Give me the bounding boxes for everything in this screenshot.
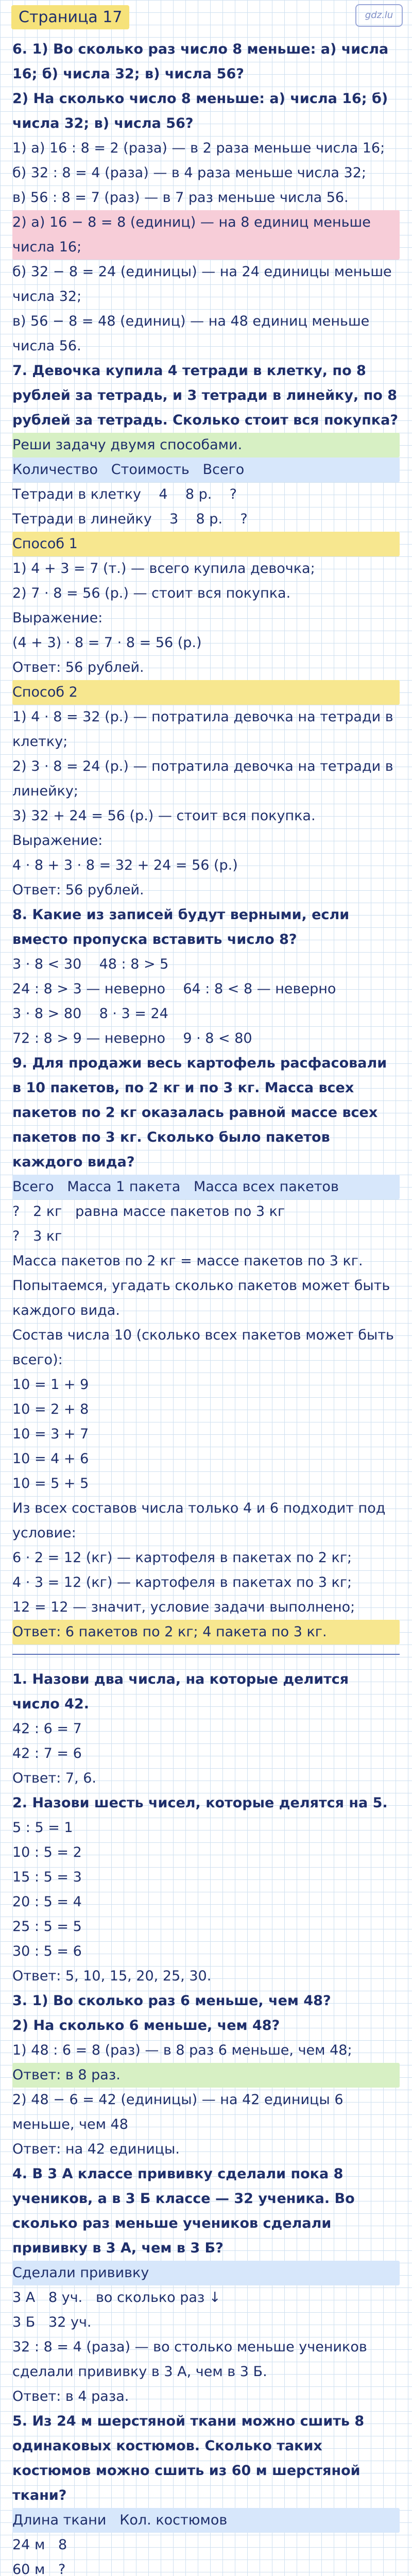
task-title: 8. Какие из записей будут верными, если вместо пропуска вставить число 8? [12,907,354,947]
text-line: Способ 1 [12,532,400,556]
task-title: 3. 1) Во сколько раз 6 меньше, чем 48? [12,1993,331,2009]
text-line: ? 2 кг равна массе пакетов по 3 кг [12,1204,285,1219]
text-line: 10 : 5 = 2 [12,1844,82,1860]
text-line: 10 = 4 + 6 [12,1451,89,1467]
text-line: 12 = 12 — значит, условие задачи выполнено; [12,1599,355,1615]
text-line: Ответ: 6 пакетов по 2 кг; 4 пакета по 3 кг. [12,1620,400,1645]
text-line: Выражение: [12,833,103,849]
text-line: Количество Стоимость Всего [12,457,400,482]
text-line: 1) 4 · 8 = 32 (р.) — потратила девочка на тетради в клетку; [12,709,398,750]
text-line: Ответ: 5, 10, 15, 20, 25, 30. [12,1968,212,1984]
text-line: 15 : 5 = 3 [12,1869,82,1885]
task-title: 9. Для продажи весь картофель расфасовали в 10 пакетов, по 2 кг и по 3 кг. Масса всех пакетов по 2 кг оказалась равной массе всех пакетов по 3 кг. Сколько было пакетов каждого вида? [12,1055,392,1170]
page-title: Страница 17 [11,5,129,29]
text-line: Состав числа 10 (сколько всех пакетов может быть всего): [12,1327,399,1368]
text-line: Ответ: на 42 единицы. [12,2141,180,2157]
text-line: Из всех составов числа только 4 и 6 подходит под условие: [12,1500,390,1541]
text-line: 3 Б 32 уч. [12,2314,92,2330]
text-line: 2) 48 − 6 = 42 (единицы) — на 42 единицы 6 меньше, чем 48 [12,2092,348,2132]
text-line: в) 56 : 8 = 7 (раз) — в 7 раз меньше числа 56. [12,190,349,206]
task-title: 1. Назови два числа, на которые делится число 42. [12,1671,354,1712]
text-line: Выражение: [12,610,103,626]
task-title: 2. Назови шесть чисел, которые делятся на 5. [12,1795,388,1811]
text-line: 1) 4 + 3 = 7 (т.) — всего купила девочка; [12,561,315,577]
text-line: 1) а) 16 : 8 = 2 (раза) — в 2 раза меньше числа 16; [12,140,385,156]
text-line: Сделали прививку [12,2261,400,2285]
text-line: 6 · 2 = 12 (кг) — картофеля в пакетах по 2 кг; [12,1550,352,1566]
text-line: (4 + 3) · 8 = 7 · 8 = 56 (р.) [12,635,202,651]
text-line: Всего Масса 1 пакета Масса всех пакетов [12,1175,400,1199]
text-line: 60 м ? [12,2562,66,2576]
text-line: 5 : 5 = 1 [12,1820,73,1836]
text-line: 3 · 8 < 30 48 : 8 > 5 [12,956,169,972]
text-line: Способ 2 [12,680,400,705]
text-line: 24 м 8 [12,2537,67,2553]
text-line: Длина ткани Кол. костюмов [12,2508,400,2533]
text-line: Масса пакетов по 2 кг = массе пакетов по 3 кг. [12,1253,363,1269]
text-line: 10 = 1 + 9 [12,1377,89,1393]
text-line: 42 : 7 = 6 [12,1745,82,1761]
text-line: 42 : 6 = 7 [12,1721,82,1737]
text-line: 3 А 8 уч. во сколько раз ↓ [12,2290,221,2306]
task-title: 2) На сколько 6 меньше, чем 48? [12,2018,280,2033]
text-line: 4 · 3 = 12 (кг) — картофеля в пакетах по 3 кг; [12,1574,352,1590]
text-line: в) 56 − 8 = 48 (единиц) — на 48 единиц меньше числа 56. [12,313,374,354]
task-title: 7. Девочка купила 4 тетради в клетку, по 8 рублей за тетрадь, и 3 тетради в линейку, по 8 рублей за тетрадь. Сколько стоит вся покупка? [12,363,402,428]
text-line: Тетради в клетку 4 8 р. ? [12,486,237,502]
text-line: 24 : 8 > 3 — неверно 64 : 8 < 8 — неверно [12,981,336,997]
text-line: 3 · 8 > 80 8 · 3 = 24 [12,1006,168,1022]
task-title: 5. Из 24 м шерстяной ткани можно сшить 8 одинаковых костюмов. Сколько таких костюмов можно сшить из 60 м шерстяной ткани? [12,2413,369,2503]
text-line: 10 = 2 + 8 [12,1401,89,1417]
text-line: 2) 7 · 8 = 56 (р.) — стоит вся покупка. [12,585,291,601]
text-line: 72 : 8 > 9 — неверно 9 · 8 < 80 [12,1030,252,1046]
text-line: 25 : 5 = 5 [12,1919,82,1935]
text-line: 2) 3 · 8 = 24 (р.) — потратила девочка на тетради в линейку; [12,758,398,799]
text-line: Ответ: в 4 раза. [12,2388,129,2404]
task-title: 4. В 3 А классе прививку сделали пока 8 учеников, а в 3 Б классе — 32 ученика. Во сколько раз меньше учеников сделали прививку в 3 А, чем в 3 Б? [12,2166,360,2256]
content [12,37,400,2576]
text-line: 32 : 8 = 4 (раза) — во столько меньше учеников сделали прививку в 3 А, чем в 3 Б. [12,2339,372,2380]
text-line: 10 = 3 + 7 [12,1426,89,1442]
text-line: Попытаемся, угадать сколько пакетов может быть каждого вида. [12,1278,394,1318]
text-line: 20 : 5 = 4 [12,1894,82,1910]
text-line: ? 3 кг [12,1228,62,1244]
text-line: 4 · 8 + 3 · 8 = 32 + 24 = 56 (р.) [12,857,238,873]
text-line: Реши задачу двумя способами. [12,433,400,457]
text-line: Ответ: 7, 6. [12,1770,97,1786]
text-line: Ответ: 56 рублей. [12,659,144,675]
text-line: 3) 32 + 24 = 56 (р.) — стоит вся покупка. [12,808,316,824]
task-title: 6. 1) Во сколько раз число 8 меньше: а) числа 16; б) числа 32; в) числа 56? [12,41,393,82]
text-line: б) 32 − 8 = 24 (единицы) — на 24 единицы меньше числа 32; [12,264,397,304]
section-divider [12,1654,400,1655]
text-line: б) 32 : 8 = 4 (раза) — в 4 раза меньше числа 32; [12,165,366,181]
text-line: Ответ: 56 рублей. [12,882,144,898]
text-line: 10 = 5 + 5 [12,1476,89,1492]
task-title: 2) На сколько число 8 меньше: а) числа 16; б) числа 32; в) числа 56? [12,91,393,131]
text-line: 2) а) 16 − 8 = 8 (единиц) — на 8 единиц меньше числа 16; [12,210,400,260]
site-logo: gdz.lu [355,4,403,27]
text-line: 30 : 5 = 6 [12,1943,82,1959]
text-line: Ответ: в 8 раз. [12,2063,400,2088]
text-line: Тетради в линейку 3 8 р. ? [12,511,248,527]
text-line: 1) 48 : 6 = 8 (раз) — в 8 раз 6 меньше, чем 48; [12,2042,352,2058]
